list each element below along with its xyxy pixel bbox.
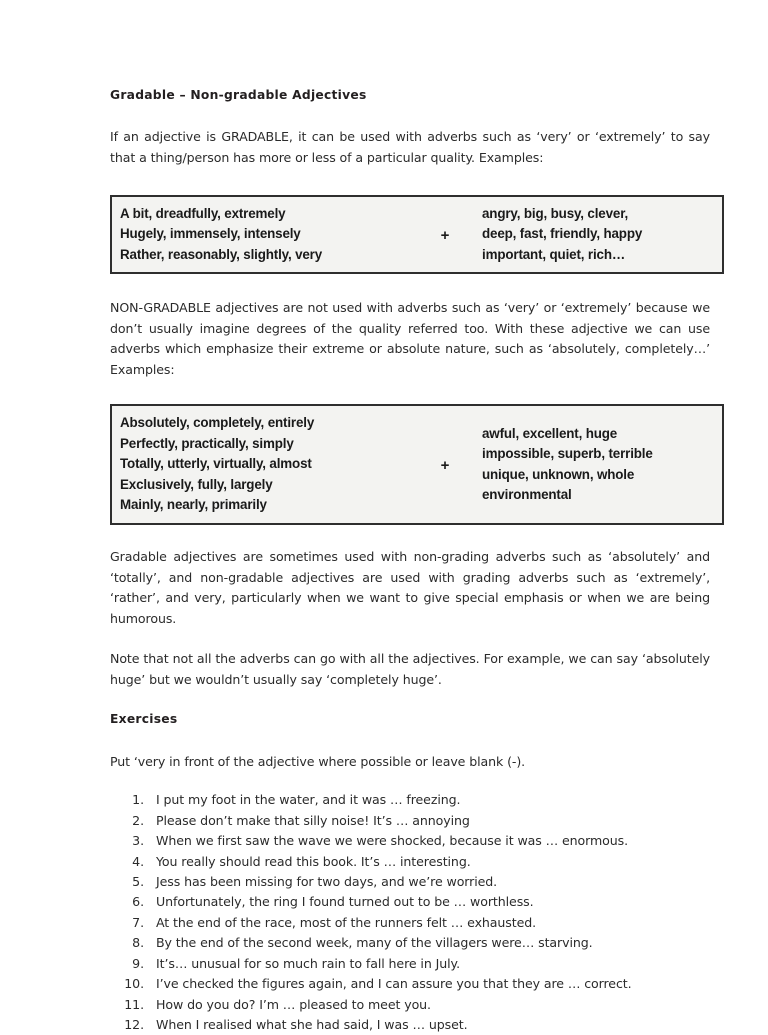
- list-item-text: It’s… unusual for so much rain to fall here in July.: [156, 955, 460, 971]
- spacer: [110, 274, 716, 298]
- gradable-plus-column: [410, 225, 480, 244]
- list-item-text: How do you do? I’m … pleased to meet you.: [156, 996, 431, 1012]
- nongradable-plus-column: [410, 455, 480, 474]
- list-item-number: 10.: [124, 976, 144, 992]
- nongradable-adverb-line: Exclusively, fully, largely: [120, 476, 273, 492]
- list-item-number: 1.: [132, 792, 144, 808]
- spacer: [110, 690, 716, 712]
- list-item: [110, 1015, 720, 1035]
- gradable-adverb-line: Rather, reasonably, slightly, very: [120, 246, 323, 262]
- nongradable-paragraph: NON-GRADABLE adjectives are not used with adverbs such as ‘very’ or ‘extremely’ because we don’t usually imagine degrees of the quality referred too. With these adjective we can use adverbs which emphasize their extreme or absolute nature, such as ‘absolutely, completely…’ Examples:: [110, 300, 710, 377]
- list-item: [110, 954, 720, 974]
- nongradable-adjective-line: awful, excellent, huge: [482, 425, 618, 441]
- list-item-number: 7.: [132, 914, 144, 930]
- gradable-adverb-line: A bit, dreadfully, extremely: [120, 205, 286, 221]
- nongradable-adverb-line: Mainly, nearly, primarily: [120, 497, 267, 513]
- list-item: [110, 974, 720, 994]
- nongradable-adjective-line: environmental: [482, 487, 572, 503]
- gradable-adjective-line: angry, big, busy, clever,: [482, 205, 629, 221]
- page-title: Gradable – Non-gradable Adjectives: [110, 88, 367, 102]
- spacer: [110, 525, 716, 547]
- list-item-text: By the end of the second week, many of the villagers were… starving.: [156, 935, 593, 951]
- nongradable-adverb-line: Perfectly, practically, simply: [120, 435, 294, 451]
- nongradable-adverb-line: Absolutely, completely, entirely: [120, 415, 315, 431]
- exercises-instruction: Put ‘very in front of the adjective where possible or leave blank (-).: [110, 753, 526, 769]
- list-item: [110, 913, 720, 933]
- spacer: [110, 772, 716, 790]
- list-item: [110, 811, 720, 831]
- list-item-number: 2.: [132, 812, 144, 828]
- gradable-adjective-line: important, quiet, rich…: [482, 246, 626, 262]
- spacer: [110, 629, 716, 649]
- list-item-text: You really should read this book. It’s … interesting.: [156, 853, 471, 869]
- nongradable-adverb-line: Totally, utterly, virtually, almost: [120, 456, 312, 472]
- exercises-heading: Exercises: [110, 712, 178, 727]
- nongradable-adjectives-column: [480, 424, 722, 506]
- gradable-adverbs-column: [112, 204, 410, 266]
- list-item-text: Unfortunately, the ring I found turned out to be … worthless.: [156, 894, 534, 910]
- gradable-adverb-line: Hugely, immensely, intensely: [120, 226, 301, 242]
- list-item-number: 12.: [124, 1016, 144, 1032]
- spacer: [110, 380, 716, 404]
- plus-symbol: +: [440, 226, 450, 244]
- list-item-text: When I realised what she had said, I was … upset.: [156, 1016, 468, 1032]
- gradable-adjectives-column: [480, 204, 722, 266]
- list-item-number: 5.: [132, 874, 144, 890]
- list-item-number: 4.: [132, 853, 144, 869]
- list-item: [110, 872, 720, 892]
- list-item-text: I’ve checked the figures again, and I can assure you that they are … correct.: [156, 976, 632, 992]
- list-item: [110, 852, 720, 872]
- nongradable-adjective-line: unique, unknown, whole: [482, 466, 635, 482]
- list-item-text: At the end of the race, most of the runners felt … exhausted.: [156, 914, 537, 930]
- list-item-number: 11.: [124, 996, 144, 1012]
- list-item-text: Jess has been missing for two days, and we’re worried.: [156, 874, 498, 890]
- list-item: [110, 995, 720, 1015]
- gradable-adjective-line: deep, fast, friendly, happy: [482, 226, 643, 242]
- list-item-text: I put my foot in the water, and it was … freezing.: [156, 792, 461, 808]
- spacer: [110, 169, 716, 195]
- nongradable-adjective-line: impossible, superb, terrible: [482, 446, 653, 462]
- spacer: [110, 728, 716, 752]
- list-item: [110, 892, 720, 912]
- list-item: [110, 790, 720, 810]
- intro-paragraph: If an adjective is GRADABLE, it can be used with adverbs such as ‘very’ or ‘extremely’ to say that a thing/person has more or less of a particular quality. Examples:: [110, 129, 710, 165]
- list-item-text: When we first saw the wave we were shocked, because it was … enormous.: [156, 833, 629, 849]
- list-item: [110, 933, 720, 953]
- list-item: [110, 831, 720, 851]
- gradable-adjectives-table: [110, 195, 724, 275]
- list-item-number: 8.: [132, 935, 144, 951]
- nongradable-adverbs-column: [112, 413, 410, 516]
- nongradable-adjectives-table: [110, 404, 724, 525]
- list-item-number: 9.: [132, 955, 144, 971]
- plus-symbol: +: [440, 457, 450, 475]
- list-item-number: 3.: [132, 833, 144, 849]
- list-item-number: 6.: [132, 894, 144, 910]
- mixing-paragraph: Gradable adjectives are sometimes used with non-grading adverbs such as ‘absolutely’ and ‘totally’, and non-gradable adjectives are used with grading adverbs such as ‘extremely’, ‘rather’, and very, particularly when we want to give special emphasis or when we are being humorous.: [110, 548, 710, 626]
- list-item-text: Please don’t make that silly noise! It’s … annoying: [156, 812, 470, 828]
- note-paragraph: Note that not all the adverbs can go with all the adjectives. For example, we can say ‘absolutely huge’ but we wouldn’t usually say ‘completely huge’.: [110, 651, 710, 687]
- exercises-list: [110, 790, 720, 1035]
